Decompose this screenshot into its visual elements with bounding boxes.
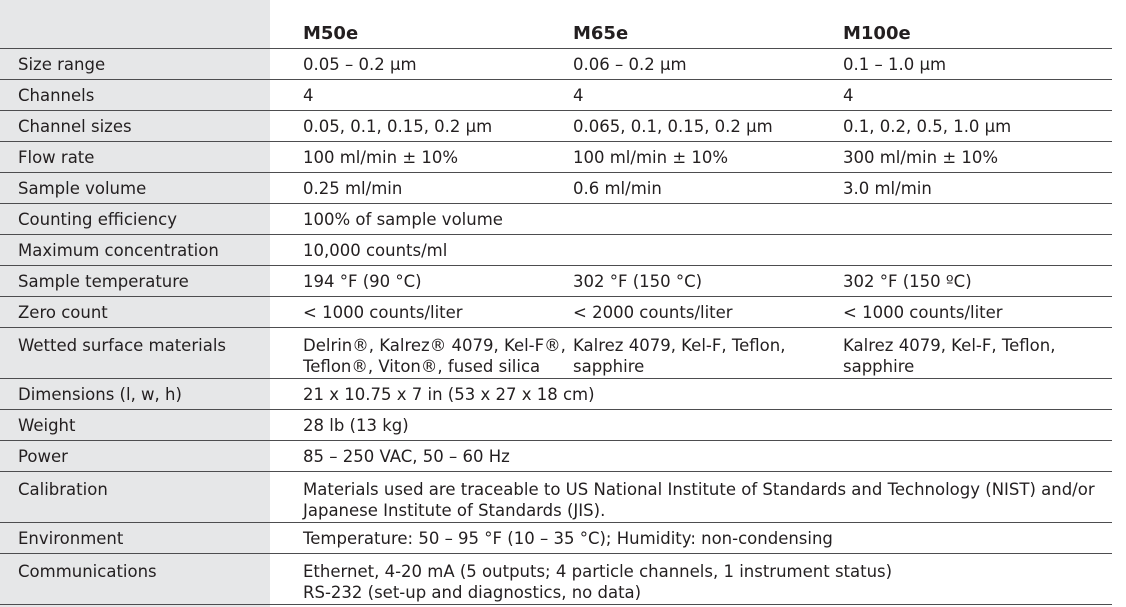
spec-table-header — [0, 0, 1112, 49]
spec-value-all-models — [293, 472, 1112, 523]
spec-row — [0, 328, 1112, 379]
spec-value-m50e: 4 — [293, 80, 563, 111]
spec-value-m50e: < 1000 counts/liter — [293, 297, 563, 328]
spec-value-m50e — [293, 328, 566, 379]
spec-value-m50e: 0.25 ml/min — [293, 173, 563, 204]
spec-label: Sample temperature — [0, 266, 293, 297]
spec-value-all-models-line: Ethernet, 4-20 mA (5 outputs; 4 particle channels, 1 instrument status) — [303, 562, 893, 581]
spec-row — [0, 523, 1112, 554]
spec-value-m65e: 0.065, 0.1, 0.15, 0.2 µm — [563, 111, 833, 142]
spec-row — [0, 472, 1112, 523]
spec-value-all-models: 21 x 10.75 x 7 in (53 x 27 x 18 cm) — [293, 379, 1112, 410]
spec-row — [0, 266, 1112, 297]
spec-value-m65e: 302 °F (150 °C) — [563, 266, 833, 297]
spec-label: Maximum concentration — [0, 235, 293, 266]
spec-value-m65e: 100 ml/min ± 10% — [563, 142, 833, 173]
spec-row — [0, 111, 1112, 142]
spec-row — [0, 441, 1112, 472]
spec-value-m100e: 302 °F (150 ºC) — [833, 266, 1112, 297]
spec-row — [0, 410, 1112, 441]
spec-value-m50e-line: Teflon®, Viton®, fused silica — [303, 357, 541, 376]
spec-value-m100e-line: Kalrez 4079, Kel-F, Teflon, — [843, 336, 1056, 355]
spec-value-m50e: 100 ml/min ± 10% — [293, 142, 563, 173]
spec-value-all-models-line: Materials used are traceable to US National Institute of Standards and Technology (NIST) and/or — [303, 480, 1095, 499]
spec-label: Size range — [0, 49, 293, 80]
column-header-m50e: M50e — [293, 0, 563, 49]
spec-label: Weight — [0, 410, 293, 441]
spec-value-m50e: 194 °F (90 °C) — [293, 266, 563, 297]
spec-value-m65e-line: sapphire — [573, 357, 645, 376]
spec-label: Counting efficiency — [0, 204, 293, 235]
spec-row — [0, 204, 1112, 235]
spec-value-m65e — [563, 328, 833, 379]
spec-label: Environment — [0, 523, 293, 554]
spec-value-m50e-line: Delrin®, Kalrez® 4079, Kel-F®, — [303, 336, 566, 355]
spec-value-m100e: 0.1, 0.2, 0.5, 1.0 µm — [833, 111, 1112, 142]
spec-value-m65e: 0.6 ml/min — [563, 173, 833, 204]
spec-row — [0, 80, 1112, 111]
spec-value-m100e: 0.1 – 1.0 µm — [833, 49, 1112, 80]
spec-value-m100e: 3.0 ml/min — [833, 173, 1112, 204]
spec-label: Zero count — [0, 297, 293, 328]
spec-value-m100e-line: sapphire — [843, 357, 915, 376]
spec-label: Dimensions (l, w, h) — [0, 379, 293, 410]
spec-label: Channels — [0, 80, 293, 111]
spec-value-all-models: 85 – 250 VAC, 50 – 60 Hz — [293, 441, 1112, 472]
spec-value-m65e: 0.06 – 0.2 µm — [563, 49, 833, 80]
spec-value-m65e: 4 — [563, 80, 833, 111]
spec-label: Communications — [0, 554, 293, 605]
spec-value-m100e: < 1000 counts/liter — [833, 297, 1112, 328]
spec-label: Wetted surface materials — [0, 328, 293, 379]
spec-value-all-models-line: RS-232 (set-up and diagnostics, no data) — [303, 583, 642, 602]
spec-label: Flow rate — [0, 142, 293, 173]
spec-label: Sample volume — [0, 173, 293, 204]
spec-value-all-models: 10,000 counts/ml — [293, 235, 1112, 266]
header-label-cell — [0, 0, 293, 49]
spec-value-m50e: 0.05, 0.1, 0.15, 0.2 µm — [293, 111, 563, 142]
spec-value-all-models: Temperature: 50 – 95 °F (10 – 35 °C); Humidity: non-condensing — [293, 523, 1112, 554]
column-header-m65e: M65e — [563, 0, 833, 49]
spec-row — [0, 235, 1112, 266]
spec-table-body — [0, 49, 1112, 605]
spec-value-m65e-line: Kalrez 4079, Kel-F, Teflon, — [573, 336, 786, 355]
spec-row — [0, 173, 1112, 204]
spec-value-all-models: 100% of sample volume — [293, 204, 1112, 235]
spec-value-m100e — [833, 328, 1112, 379]
spec-value-m50e: 0.05 – 0.2 µm — [293, 49, 563, 80]
spec-value-all-models-line: Japanese Institute of Standards (JIS). — [303, 501, 606, 520]
spec-value-m100e: 4 — [833, 80, 1112, 111]
spec-label: Calibration — [0, 472, 293, 523]
spec-row — [0, 554, 1112, 605]
spec-label: Channel sizes — [0, 111, 293, 142]
spec-value-all-models — [293, 554, 1112, 605]
column-header-m100e: M100e — [833, 0, 1112, 49]
spec-row — [0, 379, 1112, 410]
spec-row — [0, 297, 1112, 328]
spec-row — [0, 49, 1112, 80]
spec-value-m65e: < 2000 counts/liter — [563, 297, 833, 328]
spec-row — [0, 142, 1112, 173]
header-row — [0, 0, 1112, 49]
spec-value-all-models: 28 lb (13 kg) — [293, 410, 1112, 441]
spec-value-m100e: 300 ml/min ± 10% — [833, 142, 1112, 173]
spec-label: Power — [0, 441, 293, 472]
